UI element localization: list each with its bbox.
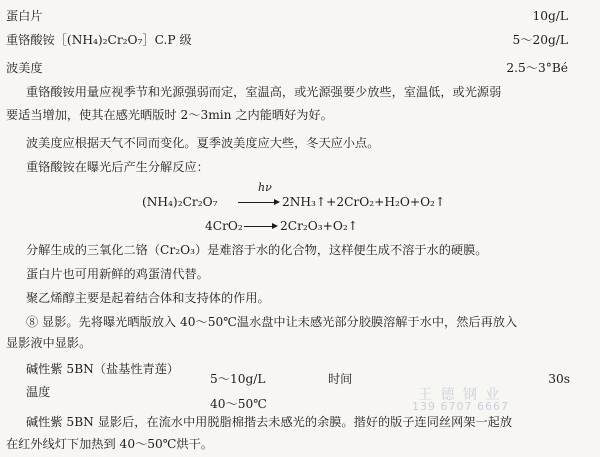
equation-1-arrow bbox=[238, 202, 276, 203]
developer-temp-value: 40～50℃ bbox=[210, 397, 267, 411]
developer-time-value: 30s bbox=[548, 372, 570, 386]
equation-1-condition: hν bbox=[258, 181, 272, 194]
paragraph-7-line-1: 碱性紫 5BN 显影后，在流水中用脱脂棉揩去未感光的余膜。揩好的版子连同丝网架一起放 bbox=[26, 415, 513, 429]
reagent-name-3: 波美度 bbox=[6, 61, 43, 75]
equation-1-left: (NH₄)₂Cr₂O₇ bbox=[142, 195, 218, 209]
paragraph-6: 聚乙烯醇主要是起着结合体和支持体的作用。 bbox=[26, 291, 270, 305]
reagent-name-1: 蛋白片 bbox=[6, 9, 43, 23]
developer-amount: 5～10g/L bbox=[210, 372, 266, 386]
watermark-name: 王 德 钢 业 bbox=[418, 387, 502, 403]
paragraph-4: 分解生成的三氧化二铬（Cr₂O₃）是难溶于水的化合物，这样便生成不溶于水的硬膜。 bbox=[26, 243, 488, 257]
paragraph-7-line-2: 在红外线灯下加热到 40～50℃烘干。 bbox=[6, 437, 213, 451]
paragraph-1-line-2: 要适当增加，使其在感光晒版时 2～3min 之内能晒好为好。 bbox=[6, 108, 333, 122]
equation-2-right: 2Cr₂O₃+O₂↑ bbox=[280, 219, 358, 233]
equation-2-left: 4CrO₂ bbox=[205, 219, 243, 233]
paragraph-5: 蛋白片也可用新鲜的鸡蛋清代替。 bbox=[26, 267, 209, 281]
developer-temp-label: 温度 bbox=[26, 385, 51, 399]
paragraph-1-line-1: 重铬酸铵用量应视季节和光源强弱而定，室温高，或光源强要少放些，室温低，或光源弱 bbox=[26, 85, 502, 99]
step-8-line-1: ⑧ 显影。先将曝光晒版放入 40～50℃温水盘中让未感光部分胶膜溶解于水中，然后再放入 bbox=[26, 315, 518, 329]
equation-2-arrow bbox=[244, 226, 274, 227]
reagent-value-3: 2.5～3°Bé bbox=[506, 61, 568, 75]
reagent-name-2: 重铬酸铵［(NH₄)₂Cr₂O₇］C.P 级 bbox=[6, 33, 192, 47]
paragraph-3: 重铬酸铵在曝光后产生分解反应： bbox=[26, 160, 209, 174]
reagent-value-1: 10g/L bbox=[532, 9, 568, 23]
developer-reagent: 碱性紫 5BN（盐基性青莲） bbox=[26, 362, 180, 376]
step-8-line-2: 显影液中显影。 bbox=[6, 336, 92, 350]
equation-1-arrow-head bbox=[274, 199, 280, 205]
equation-2-arrow-head bbox=[272, 223, 278, 229]
watermark-phone: 139 6707 6667 bbox=[412, 400, 509, 413]
equation-1-right: 2NH₃↑+2CrO₂+H₂O+O₂↑ bbox=[282, 195, 446, 209]
developer-time-label: 时间 bbox=[328, 372, 353, 386]
paragraph-2: 波美度应根据天气不同而变化。夏季波美度应大些，冬天应小点。 bbox=[26, 136, 380, 150]
reagent-value-2: 5～20g/L bbox=[512, 33, 568, 47]
